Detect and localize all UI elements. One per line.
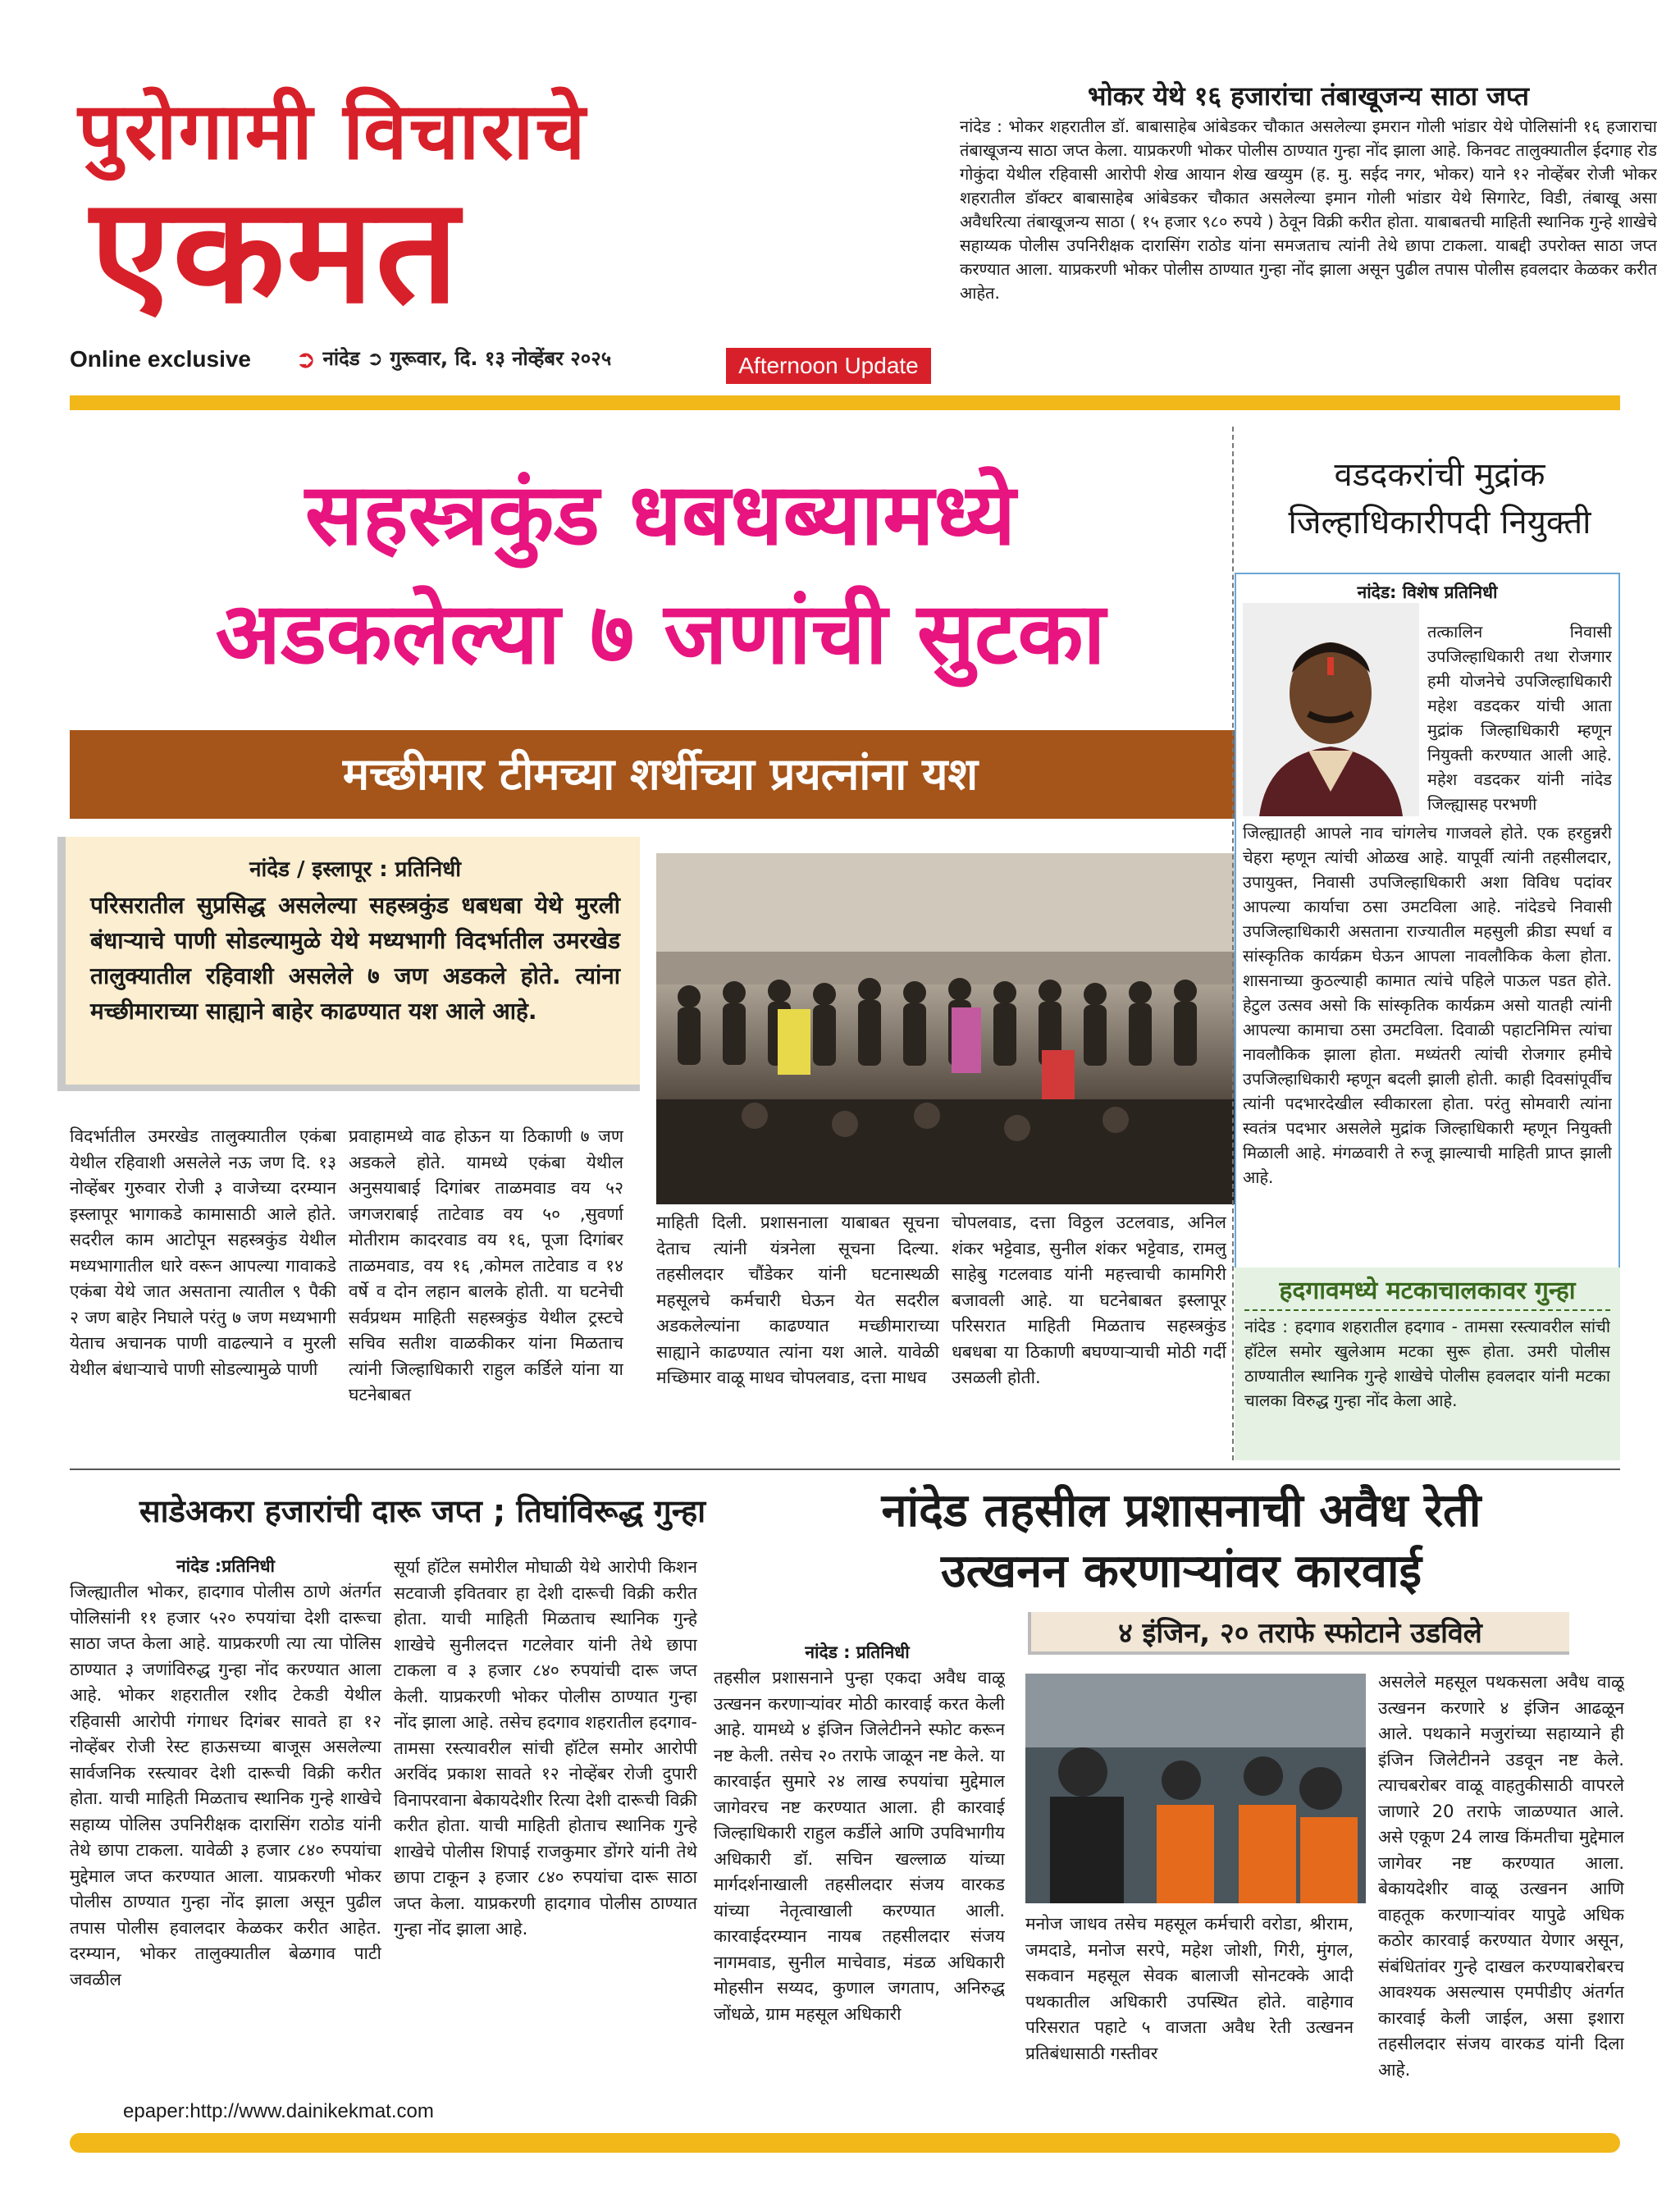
lead-byline: नांदेड / इस्लापूर : प्रतिनिधी <box>249 857 461 882</box>
masthead-logo: एकमत <box>90 164 461 336</box>
lead-column-1: विदर्भातील उमरखेड तालुक्यातील एकंबा येथील रहिवाशी असलेले नऊ जण दि. १३ नोव्हेंबर गुरुवार रोजी ३ वाजेच्या दरम्यान इस्लापूर भागाकडे कामासाठी आले होते. सदरील काम आटोपून सहस्त्रकुंड येथील मध्यभागातील धारे वरून आपल्या गावाकडे एकंबा येथे जात असताना त्यातील ९ पैकी २ जण बाहेर निघाले परंतु ७ जण मध्यभागी येताच अचानक पाणी वाढल्याने व मुरली येथील बंधाऱ्याचे पाणी सोडल्यामुळे पाणी <box>70 1126 336 1379</box>
sand-column-2: मनोज जाधव तसेच महसूल कर्मचारी वरोडा, श्रीराम, जमदाडे, मनोज सरपे, महेश जोशी, गिरी, मुंगल, सकवान महसूल सेवक बालाजी सोनटक्के आदी पथकातील अधिकारी उपस्थित होते. वाहेगाव परिसरात पहाटे ५ वाजता अवैध रेती उत्खनन प्रतिबंधासाठी गस्तीवर <box>1025 1914 1354 2063</box>
sand-story-byline: नांदेड : प्रतिनिधी <box>805 1642 910 1662</box>
edition-badge: Afternoon Update <box>726 348 931 384</box>
top-story-title: भोकर येथे १६ हजारांचा तंबाखूजन्य साठा जप्त <box>1088 80 1529 112</box>
liquor-column-1: जिल्ह्यातील भोकर, हादगाव पोलीस ठाणे अंतर्गत पोलिसांनी ११ हजार ५२० रुपयांचा देशी दारूचा साठा जप्त केला आहे. याप्रकरणी त्या त्या पोलिस ठाण्यात ३ जणांविरुद्ध गुन्हा नोंद करण्यात आला आहे. भोकर शहरातील रशीद टेकडी येथील रहिवासी आरोपी गंगाधर दिगंबर सावते हा १२ नोव्हेंबर रोजी रेस्ट हाऊसच्या बाजूस असलेल्या सार्वजनिक रस्त्यावर देशी दारूची विक्री करीत होता. याची माहिती मिळताच स्थानिक गुन्हे शाखेचे सहाय्य पोलिस उपनिरीक्षक दारासिंग राठोड यांनी तेथे छापा टाकला. यावेळी ३ हजार ८४० रुपयांचा मुद्देमाल जप्त करण्यात आला. याप्रकरणी भोकर पोलीस ठाण्यात गुन्हा नोंद झाला असून पुढील तपास पोलीस हवालदार केळकर करीत आहेत. दरम्यान, भोकर तालुक्यातील बेळगाव पाटी जवळील <box>70 1582 381 1989</box>
header-rule <box>70 395 1620 410</box>
official-portrait <box>1243 603 1419 816</box>
side-story-title <box>1247 451 1632 546</box>
sand-story-title-line1: नांदेड तहसील प्रशासनाची अवैध रेती <box>881 1484 1481 1537</box>
lead-column-4: चोपलवाड, दत्ता विठ्ठल उटलवाड, अनिल शंकर भट्टेवाड, सुनील शंकर भट्टेवाड, रामलु साहेबु गटलवाड यांनी महत्त्वाची कामगिरी बजावली आहे. या घटनेबाबत इस्लापूर परिसरात माहिती मिळताच सहस्त्रकुंड धबधबा या ठिकाणी बघण्याऱ्याची मोठी गर्दी उसळली होती. <box>952 1213 1226 1387</box>
portrait-illustration <box>1243 603 1419 816</box>
matka-story-title: हदगावमध्ये मटकाचालकावर गुन्हा <box>1244 1272 1610 1311</box>
lead-headline <box>70 455 1251 693</box>
matka-story-body: नांदेड : हदगाव शहरातील हदगाव - तामसा रस्त्यावरील सांची हॉटेल समोर खुलेआम मटका सुरू होता. उमरी पोलीस ठाण्यातील स्थानिक गुन्हे शाखेचे पोलीस हवलदार यांनी मटका चालका विरुद्ध गुन्हा नोंद केला आहे. <box>1244 1317 1610 1410</box>
sand-story-subheadline: ४ इंजिन, २० तराफे स्फोटाने उडविले <box>1028 1612 1569 1655</box>
lead-column-3: माहिती दिली. प्रशासनाला याबाबत सूचना देताच त्यांनी यंत्रनेला सूचना दिल्या. तहसीलदार चौंडेकर यांनी घटनास्थळी महसूलचे कर्मचारी घेऊन येत सदरील अडकलेल्यांना काढण्यात मच्छीमाराच्या साह्याने काढण्यात त्यांना यश आले. यावेळी मच्छिमार वाळू माधव चोपलवाड, दत्ता माधव <box>656 1213 939 1387</box>
rescue-group-photo <box>656 853 1235 1204</box>
column-divider <box>1232 427 1234 1460</box>
side-story-top-text: तत्कालिन निवासी उपजिल्हाधिकारी तथा रोजगार हमी योजनेचे उपजिल्हाधिकारी महेश वडदकर यांची आता मुद्रांक जिल्हाधिकारी म्हणून नियुक्ती करण्यात आली आहे. महेश वडदकर यांनी नांदेड जिल्ह्यासह परभणी <box>1427 622 1612 814</box>
sand-raid-photo <box>1025 1674 1366 1903</box>
sand-story-title-line2: उत्खनन करणाऱ्यांवर कारवाई <box>940 1545 1422 1598</box>
dateline-text: नांदेड ➲ गुरूवार, दि. १३ नोव्हेंबर २०२५ <box>322 347 612 370</box>
side-story-title-line1: वडदकरांची मुद्रांक <box>1334 456 1545 494</box>
liquor-story-title: साडेअकरा हजारांची दारू जप्त ; तिघांविरूद्ध गुन्हा <box>139 1493 706 1529</box>
sand-photo-illustration <box>1025 1674 1366 1903</box>
lead-subheadline: मच्छीमार टीमच्या शर्थीच्या प्रयत्नांना यश <box>70 730 1251 819</box>
lead-intro-box <box>57 837 640 1091</box>
arrow-circle-icon: ➲ <box>295 345 317 374</box>
epaper-link[interactable]: epaper:http://www.dainikekmat.com <box>123 2100 434 2122</box>
lead-intro-text: परिसरातील सुप्रसिद्ध असलेल्या सहस्त्रकुंड धबधबा येथे मुरली बंधाऱ्याचे पाणी सोडल्यामुळे येथे मध्यभागी विदर्भातील उमरखेड तालुक्यातील रहिवाशी असलेले ७ जण अडकले होते. त्यांना मच्छीमाराच्या साह्याने बाहेर काढण्यात यश आले आहे. <box>90 892 620 1025</box>
online-exclusive-label: Online exclusive <box>70 346 251 372</box>
liquor-story-byline: नांदेड :प्रतिनिधी <box>176 1556 275 1576</box>
masthead-slogan: पुरोगामी विचाराचे <box>78 84 587 177</box>
footer-rule <box>70 2133 1620 2153</box>
side-story-byline: नांदेड: विशेष प्रतिनिधी <box>1357 582 1498 602</box>
matka-story-box <box>1235 1268 1620 1460</box>
sand-column-3: असलेले महसूल पथकसला अवैध वाळू उत्खनन करणारे ४ इंजिन आढळून आले. पथकाने मजुरांच्या सहाय्याने ही इंजिन जिलेटीनने उडवून नष्ट केले. त्याचबरोबर वाळू वाहतुकीसाठी वापरले जाणारे 20 तराफे जाळण्यात आले. असे एकूण 24 लाख किंमतीचा मुद्देमाल जागेवर नष्ट करण्यात आला. बेकायदेशीर वाळू उत्खनन आणि वाहतूक करणाऱ्यांवर यापुढे अधिक कठोर कारवाई करण्यात येणार असून, संबंधितांवर गुन्हे दाखल करण्याबरोबरच आवश्यक असल्यास एमपीडीए अंतर्गत कारवाई केली जाईल, असा इशारा तहसीलदार संजय वारकड यांनी दिला आहे. <box>1378 1672 1624 2080</box>
sand-story-headline <box>722 1481 1641 1602</box>
sand-column-1: तहसील प्रशासनाने पुन्हा एकदा अवैध वाळू उत्खनन करणाऱ्यांवर मोठी कारवाई करत केली आहे. यामध्ये ४ इंजिन जिलेटीनने स्फोट करून नष्ट केली. तसेच २० तराफे जाळून नष्ट केले. या कारवाईत सुमारे २४ लाख रुपयांचा मुद्देमाल जागेवरच नष्ट करण्यात आला. ही कारवाई जिल्हाधिकारी राहुल कर्डीले आणि उपविभागीय अधिकारी डॉ. सचिन खल्लाळ यांच्या मार्गदर्शनाखाली तहसीलदार संजय वारकड यांच्या नेतृत्वाखाली करण्यात आली. कारवाईदरम्यान नायब तहसीलदार संजय नागमवाड, सुनील माचेवाड, मंडळ अधिकारी मोहसीन सय्यद, कुणाल जगताप, अनिरुद्ध जोंधळे, ग्राम महसूल अधिकारी <box>714 1668 1005 2024</box>
side-story-title-line2: जिल्हाधिकारीपदी नियुक्ती <box>1288 504 1591 541</box>
lead-column-2: प्रवाहामध्ये वाढ होऊन या ठिकाणी ७ जण अडकले होते. यामध्ये एकंबा येथील अनुसयाबाई दिगांबर ताळमवाड वय ५२ जगजराबाई ताटेवाड वय ५० ,सुवर्णा मोतीराम कादरवाड वय १६, पूजा दिगांबर ताळमवाड, वय १६ ,कोमल ताटेवाड व १४ वर्षे व दोन लहान बालके होती. या घटनेची सर्वप्रथम माहिती सहस्त्रकुंड येथील ट्रस्टचे सचिव सतीश वाळकीकर यांना मिळताच त्यांनी जिल्हाधिकारी राहुल कर्डिले यांना या घटनेबाबत <box>349 1126 623 1405</box>
rescue-photo-illustration <box>656 853 1235 1204</box>
side-story-body: जिल्ह्यातही आपले नाव चांगलेच गाजवले होते. एक हरहुन्नरी चेहरा म्हणून त्यांची ओळख आहे. यापूर्वी त्यांनी तहसीलदार, उपायुक्त, निवासी उपजिल्हाधिकारी अशा विविध पदांवर आपल्या कार्याचा ठसा उमटविला आहे. नांदेडचे निवासी उपजिल्हाधिकारी असताना राज्यातील महसुली क्रीडा स्पर्धा व सांस्कृतिक कार्यक्रम घेऊन आपला नावलौकिक केला होता. शासनाच्या कुठल्याही कामात त्यांचे पहिले पाऊल पडत होते. हेटुल उत्सव असो कि सांस्कृतिक कार्यक्रम असो यातही त्यांनी आपल्या कामाचा ठसा उमटविला. दिवाळी पहाटनिमित्त त्यांचा नावलौकिक झाला होता. मध्यंतरी त्यांची रोजगार हमीचे उपजिल्हाधिकारी म्हणून बदली झाली होती. काही दिवसांपूर्वीच त्यांनी पदभारदेखील स्वीकारला होता. परंतु सोमवारी त्यांना स्वतंत्र पदभार असलेले मुद्रांक जिल्हाधिकारी म्हणून नियुक्ती मिळाली आहे. मंगळवारी ते रुजू झाल्याची माहिती प्राप्त झाली आहे. <box>1243 823 1612 1187</box>
dateline <box>295 345 611 374</box>
section-divider <box>70 1468 1620 1470</box>
liquor-column-2: सूर्या हॉटेल समोरील मोघाळी येथे आरोपी किशन सटवाजी इवितवार हा देशी दारूची विक्री करीत होता. याची माहिती मिळताच स्थानिक गुन्हे शाखेचे सुनीलदत्त गटलेवार यांनी तेथे छापा टाकला व ३ हजार ८४० रुपयांची दारू जप्त केली. याप्रकरणी भोकर पोलीस ठाण्यात गुन्हा नोंद झाला आहे. तसेच हदगाव शहरातील हदगाव-तामसा रस्त्यावरील सांची हॉटेल समोर आरोपी अरविंद प्रकाश सावते १२ नोव्हेंबर रोजी दुपारी विनापरवाना बेकायदेशीर रित्या देशी दारूची विक्री करीत होता. याची माहिती होताच स्थानिक गुन्हे शाखेचे पोलीस शिपाई राजकुमार डोंगरे यांनी तेथे छापा टाकून ३ हजार ८४० रुपयांचा दारू साठा जप्त केला. याप्रकरणी हादगाव पोलीस ठाण्यात गुन्हा नोंद झाला आहे. <box>394 1557 697 1939</box>
lead-headline-line1: सहस्त्रकुंड धबधब्यामध्ये <box>304 464 1016 564</box>
lead-headline-line2: अडकलेल्या ७ जणांची सुटका <box>215 583 1106 683</box>
top-story-body: नांदेड : भोकर शहरातील डॉ. बाबासाहेब आंबेडकर चौकात असलेल्या इमरान गोली भांडार येथे पोलिसांनी १६ हजाराचा तंबाखूजन्य साठा जप्त केला. याप्रकरणी भोकर पोलीस ठाण्यात गुन्हा नोंद झाला आहे. किनवट तालुक्यातील ईदगाह रोड गोकुंदा येथील रहिवासी आरोपी शेख आयान शेख खय्युम (ह. मु. सईद नगर, भोकर) याने १२ नोव्हेंबर रोजी भोकर शहरातील डॉक्टर बाबासाहेब आंबेडकर चौकात असलेल्या इमान गोली भांडार येथे सिगारेट, विडी, तंबाखू असा अवैधरित्या तंबाखूजन्य साठा ( १५ हजार ९८० रुपये ) ठेवून विक्री करीत होता. याबाबतची माहिती स्थानिक गुन्हे शाखेचे सहाय्यक पोलीस उपनिरीक्षक दारासिंग राठोड यांना समजताच त्यांनी तेथे छापा टाकला. याबद्दी उपरोक्त साठा जप्त करण्यात आला. याप्रकरणी भोकर पोलीस ठाण्यात गुन्हा नोंद झाला असून पुढील तपास पोलीस हवलदार केळकर करीत आहेत. <box>960 116 1657 303</box>
